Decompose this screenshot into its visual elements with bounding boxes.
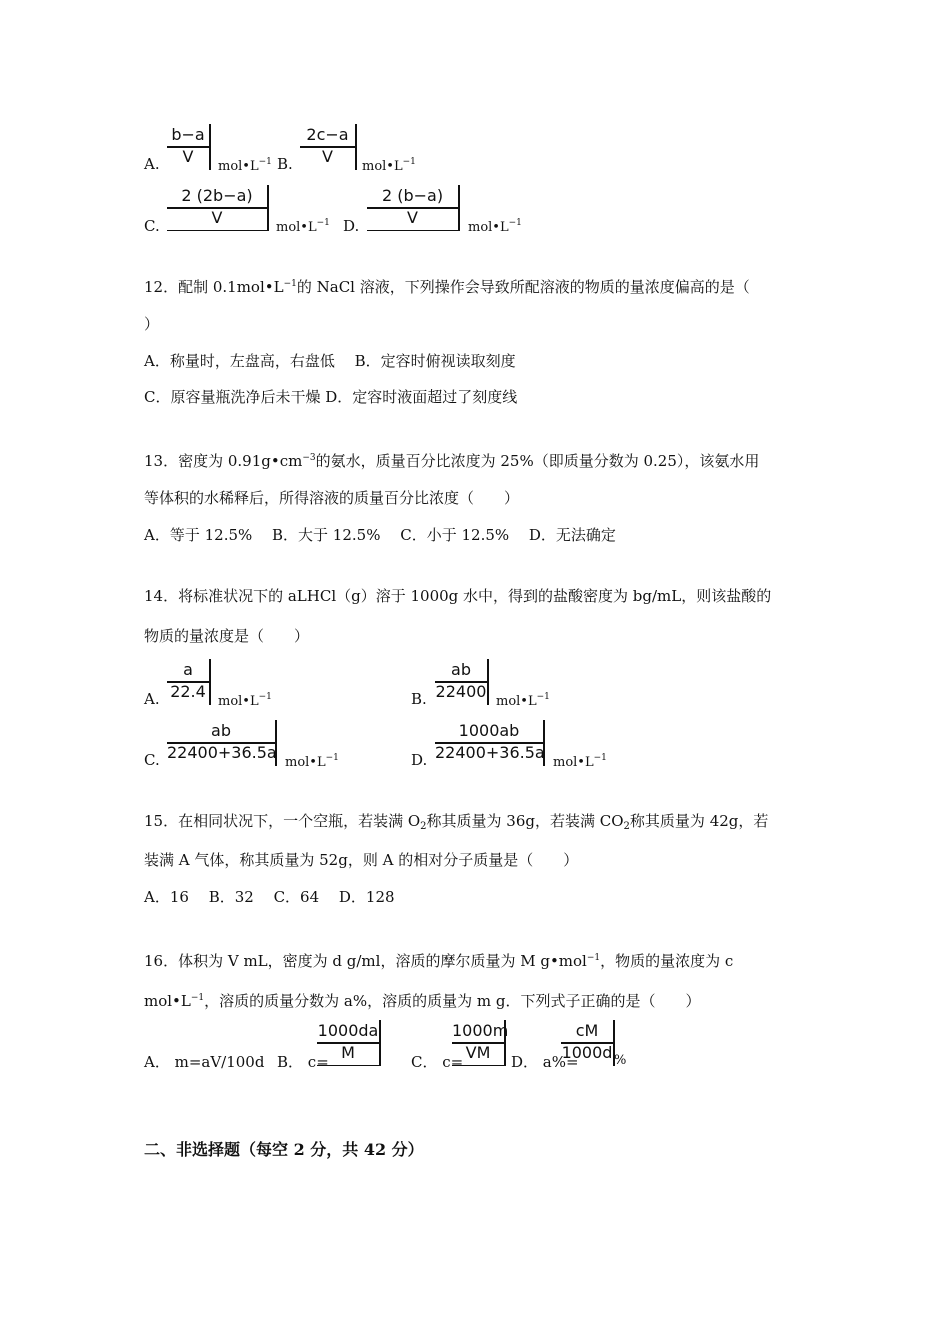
q14-b-label: B. [411, 690, 427, 708]
fraction-denominator: VM [465, 1043, 491, 1062]
q13-options: A．等于 12.5% B．大于 12.5% C．小于 12.5% D．无法确定 [144, 526, 616, 544]
q16-b-fraction [317, 1020, 381, 1066]
fraction-numerator: 2c−a [306, 125, 349, 144]
q11-d-label: D. [343, 217, 360, 235]
fraction-denominator: 22400 [435, 682, 487, 701]
fraction-numerator: ab [211, 721, 231, 740]
q15-options: A．16 B．32 C．64 D．128 [144, 888, 395, 906]
fraction-numerator: 1000da [317, 1021, 379, 1040]
q14-stem-line-2: 物质的量浓度是（ ） [144, 627, 310, 645]
q14-d-label: D. [411, 751, 428, 769]
fraction-numerator: 2 (b−a) [381, 186, 444, 205]
q13-stem-line-2: 等体积的水稀释后，所得溶液的质量百分比浓度（ ） [144, 489, 520, 507]
fraction-numerator: ab [451, 660, 471, 679]
fraction-numerator: 1000m [452, 1021, 509, 1040]
fraction-denominator: V [322, 147, 333, 166]
q14-a-unit: $mol•L^{-1}$ [218, 692, 272, 709]
q15-stem-line-1: 15．在相同状况下，一个空瓶，若装满 $O_2$称其质量为 36g，若装满 $CO_2$称其质量为 42g，若 [144, 812, 769, 832]
q11-a-unit: $mol•L^{-1}$ [218, 157, 272, 174]
q16-c-label: C． c= [411, 1053, 464, 1071]
q16-d-suffix: % [614, 1053, 627, 1068]
q11-d-fraction [367, 185, 460, 231]
q14-stem-line-1: 14．将标准状况下的 aLHCl（g）溶于 1000g 水中，得到的盐酸密度为 bg/mL，则该盐酸的 [144, 587, 772, 605]
q14-b-unit: $mol•L^{-1}$ [496, 692, 550, 709]
fraction-denominator: 1000d [561, 1043, 613, 1062]
q11-a-fraction [167, 124, 211, 170]
q11-b-label: B. [277, 155, 293, 173]
q12-stem-close: ） [144, 315, 160, 333]
q16-d-label: D． a%= [511, 1053, 579, 1071]
q14-c-unit: $mol•L^{-1}$ [285, 753, 339, 770]
q11-b-fraction [300, 124, 357, 170]
fraction-denominator: V [211, 208, 223, 227]
fraction-numerator: 2 (2b−a) [181, 186, 253, 205]
q14-a-label: A. [144, 690, 160, 708]
q12-options-line-2: C．原容量瓶洗净后未干燥 D．定容时液面超过了刻度线 [144, 388, 518, 406]
q16-stem-line-2: $mol•L^{-1}$，溶质的质量分数为 a%，溶质的质量为 m g．下列式子正确的是（ ） [144, 992, 701, 1010]
q14-c-fraction [167, 720, 277, 766]
fraction-numerator: cM [575, 1021, 599, 1040]
q11-c-unit: $mol•L^{-1}$ [276, 218, 330, 235]
q14-b-fraction [435, 659, 489, 705]
q12-stem: 12．配制 $0.1mol•L^{-1}$的 NaCl 溶液，下列操作会导致所配溶液的物质的量浓度偏高的是（ [144, 278, 750, 296]
q16-b-label: B． c= [277, 1053, 329, 1071]
q12-options-line-1: A．称量时，左盘高，右盘低 B．定容时俯视读取刻度 [144, 352, 516, 370]
fraction-denominator: 22400+36.5a [435, 743, 545, 762]
fraction-numerator: b−a [171, 125, 205, 144]
fraction-denominator: 22.4 [170, 682, 206, 701]
q14-a-fraction [167, 659, 211, 705]
q11-b-unit: $mol•L^{-1}$ [362, 157, 416, 174]
q16-option-a: A． m=aV/100d [144, 1053, 265, 1071]
q16-stem-line-1: 16．体积为 V mL，密度为 d g/ml，溶质的摩尔质量为 M g•mol$^{-1}$，物质的量浓度为 c [144, 952, 734, 970]
fraction-denominator: M [341, 1043, 355, 1062]
q15-stem-line-2: 装满 A 气体，称其质量为 52g，则 A 的相对分子质量是（ ） [144, 851, 579, 869]
fraction-denominator: 22400+36.5a [167, 743, 277, 762]
fraction-denominator: V [407, 208, 418, 227]
q11-c-fraction [167, 185, 269, 231]
q16-d-fraction [561, 1020, 615, 1066]
q11-a-label: A. [144, 155, 160, 173]
q14-d-unit: $mol•L^{-1}$ [553, 753, 607, 770]
fraction-denominator: V [182, 147, 194, 166]
section-2-heading: 二、非选择题（每空 2 分，共 42 分） [144, 1140, 424, 1159]
q13-stem-line-1: 13．密度为 $0.91g•cm^{-3}$的氨水，质量百分比浓度为 25%（即质量分数为 0.25），该氨水用 [144, 452, 760, 470]
q14-c-label: C. [144, 751, 160, 769]
q16-c-fraction [452, 1020, 509, 1066]
q11-d-unit: $mol•L^{-1}$ [468, 218, 522, 235]
fraction-numerator: a [183, 660, 193, 679]
q14-d-fraction [435, 720, 545, 766]
fraction-numerator: 1000ab [458, 721, 520, 740]
q11-c-label: C. [144, 217, 160, 235]
